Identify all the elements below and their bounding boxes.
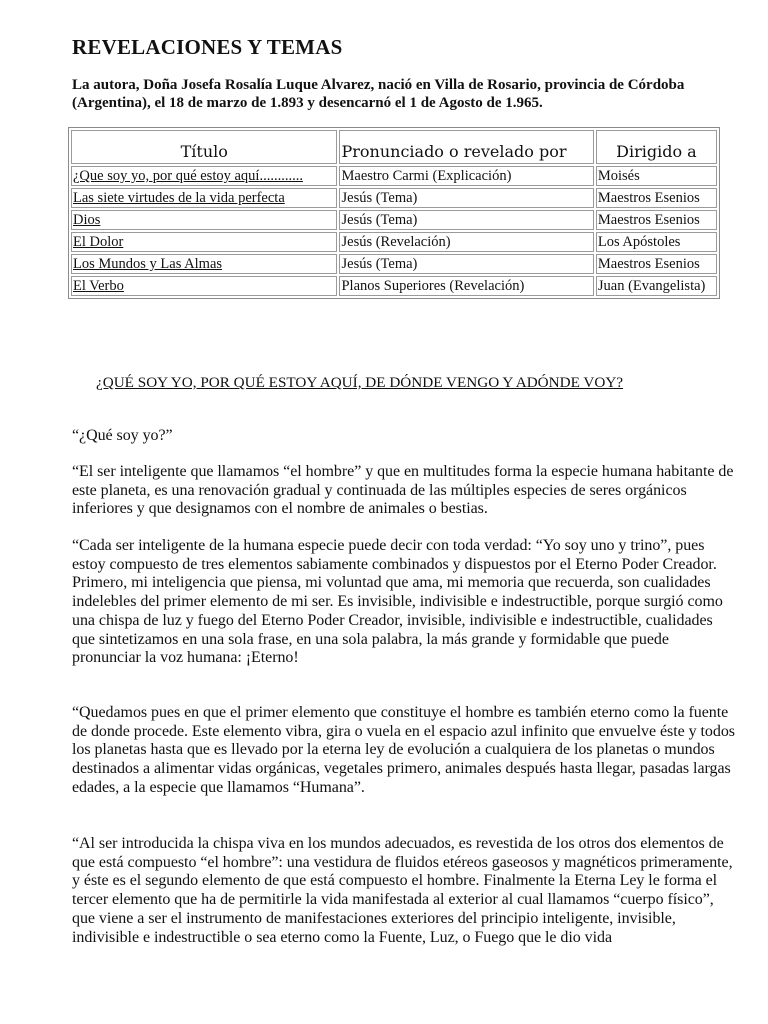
row-title-link[interactable]: Dios (73, 212, 101, 228)
row-title-link[interactable]: ¿Que soy yo, por qué estoy aquí............ (73, 168, 303, 184)
document-title: REVELACIONES Y TEMAS (72, 35, 343, 59)
row-revealed-by: Jesús (Tema) (339, 188, 593, 208)
paragraph-1: “El ser inteligente que llamamos “el hombre” y que en multitudes forma la especie humana habitante de este planeta, es una renovación gradual y continuada de las múltiples especies de seres orgánicos inferiores y que designamos con el nombre de animales o bestias. (72, 463, 734, 518)
row-title-link[interactable]: Las siete virtudes de la vida perfecta (73, 190, 285, 206)
paragraph-question: “¿Qué soy yo?” (72, 427, 173, 444)
row-title-link[interactable]: El Dolor (73, 234, 124, 250)
row-revealed-by: Jesús (Tema) (339, 254, 593, 274)
header-title: Título (71, 130, 337, 164)
table-row (71, 276, 717, 296)
row-title-cell[interactable] (71, 188, 337, 208)
row-title-cell[interactable] (71, 232, 337, 252)
row-addressed-to: Moisés (596, 166, 717, 186)
row-addressed-to: Juan (Evangelista) (596, 276, 717, 296)
revelations-table (68, 127, 720, 299)
section-heading: ¿QUÉ SOY YO, POR QUÉ ESTOY AQUÍ, DE DÓNDE VENGO Y ADÓNDE VOY? (96, 374, 624, 391)
table-row (71, 232, 717, 252)
row-addressed-to: Maestros Esenios (596, 188, 717, 208)
author-intro: La autora, Doña Josefa Rosalía Luque Alvarez, nació en Villa de Rosario, provincia de Córdoba (Argentina), el 18 de marzo de 1.893 y desencarnó el 1 de Agosto de 1.965. (72, 77, 685, 111)
row-revealed-by: Jesús (Tema) (339, 210, 593, 230)
paragraph-4: “Al ser introducida la chispa viva en los mundos adecuados, es revestida de los otros dos elementos de que está compuesto “el hombre”: una vestidura de fluidos etéreos gaseosos y magnéticos primeramente, y éste es el segundo elemento de que está compuesto el hombre. Finalmente la Eterna Ley le forma el tercer elemento que ha de permitirle la vida manifestada al exterior al cual llamamos “cuerpo físico”, que viene a ser el instrumento de manifestaciones exteriores del principio inteligente, invisible, indivisible e indestructible o sea eterno como la Fuente, Luz, o Fuego que le dio vida (72, 835, 733, 946)
row-title-link[interactable]: Los Mundos y Las Almas (73, 256, 223, 272)
table-header-row (71, 130, 717, 164)
table-row (71, 188, 717, 208)
row-title-cell[interactable] (71, 210, 337, 230)
row-revealed-by: Maestro Carmi (Explicación) (339, 166, 593, 186)
paragraph-2: “Cada ser inteligente de la humana especie puede decir con toda verdad: “Yo soy uno y trino”, pues estoy compuesto de tres elementos sabiamente combinados y dispuestos por el Eterno Poder Creador. Primero, mi inteligencia que piensa, mi voluntad que ama, mi memoria que recuerda, son cualidades indelebles del primer elemento de mi ser. Es invisible, indivisible e indestructible, porque surgió como una chispa de luz y fuego del Eterno Poder Creador, invisible, indivisible e indestructible, cualidades que sintetizamos en una sola frase, en una sola palabra, la más grande y formidable que puede pronunciar la voz humana: ¡Eterno! (72, 537, 723, 667)
header-addressed-to: Dirigido a (596, 130, 717, 164)
row-addressed-to: Maestros Esenios (596, 254, 717, 274)
row-addressed-to: Los Apóstoles (596, 232, 717, 252)
row-title-cell[interactable] (71, 254, 337, 274)
row-revealed-by: Jesús (Revelación) (339, 232, 593, 252)
row-title-cell[interactable] (71, 276, 337, 296)
table-row (71, 254, 717, 274)
table-row (71, 166, 717, 186)
row-revealed-by: Planos Superiores (Revelación) (339, 276, 593, 296)
paragraph-3: “Quedamos pues en que el primer elemento que constituye el hombre es también eterno como la fuente de donde procede. Este elemento vibra, gira o vuela en el espacio azul infinito que envuelve éste y todos los planetas hasta que es llevado por la eterna ley de evolución a cualquiera de los planetas o mundos destinados a alimentar vidas orgánicas, vegetales primero, animales después hasta llegar, pasadas largas edades, a la especie que llamamos “Humana”. (72, 704, 735, 796)
row-title-link[interactable]: El Verbo (73, 278, 124, 294)
row-addressed-to: Maestros Esenios (596, 210, 717, 230)
row-title-cell[interactable] (71, 166, 337, 186)
table-row (71, 210, 717, 230)
header-revealed-by: Pronunciado o revelado por (339, 130, 593, 164)
